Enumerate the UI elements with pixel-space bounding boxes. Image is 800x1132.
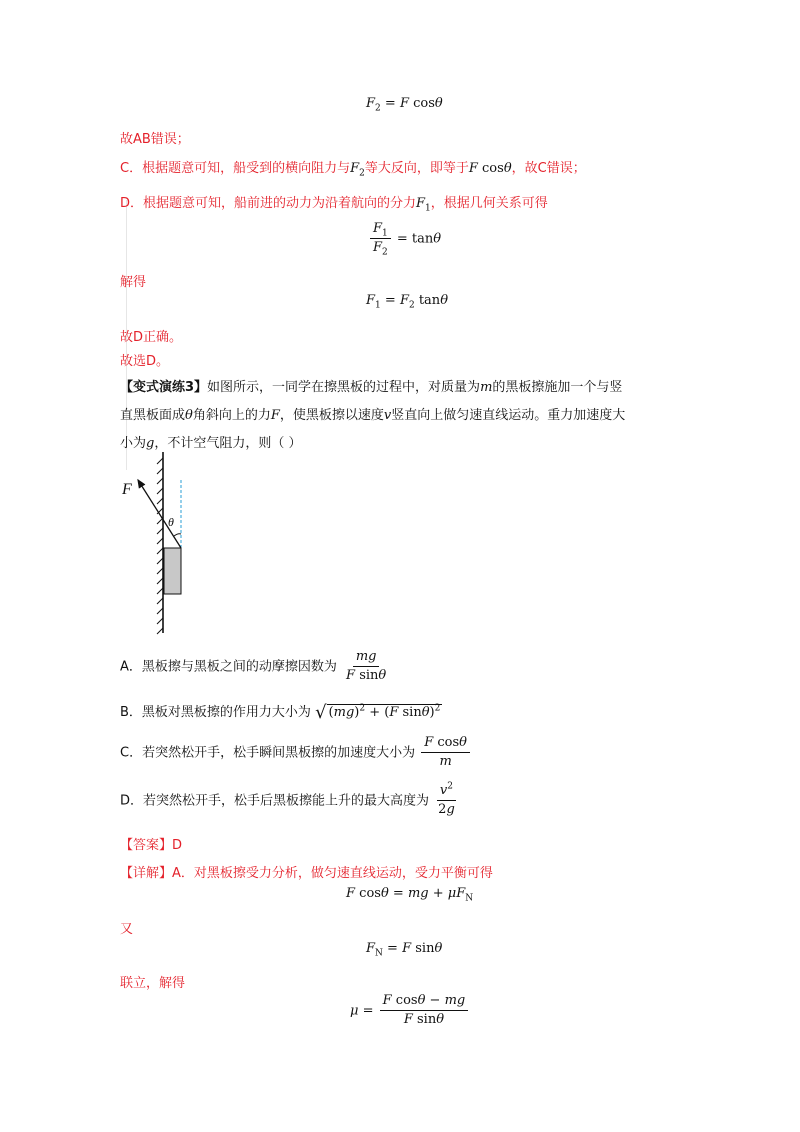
option-a-formula: $\frac{mg}{\text{F sinθ}}$ [346, 649, 387, 684]
equation-balance: F cosθ = mg + $\mu F_N$ [346, 886, 474, 904]
exercise-line-1: 【变式演练3】如图所示，一同学在擦黑板的过程中，对质量为m的黑板擦施加一个与竖 [120, 380, 623, 395]
exercise-line-3: 小为g，不计空气阻力，则（ ） [120, 436, 302, 451]
equation-mu: μ = $\frac{\text{F cosθ − mg}}{\text{F sinθ}}$ [350, 994, 470, 1028]
solve-label-1: 解得 [120, 275, 147, 290]
option-b[interactable]: B．黑板对黑板擦的作用力大小为 √ (mg)$^2$ + (F sinθ)$^2$ [120, 701, 441, 723]
equation-f2: $F_2 = F$ cosθ [366, 96, 443, 114]
eraser-block [164, 548, 181, 594]
exercise-line-2: 直黑板面成θ角斜向上的力F，使黑板擦以速度v竖直向上做匀速直线运动。重力加速度大 [120, 408, 626, 423]
option-d-analysis: D．根据题意可知，船前进的动力为沿着航向的分力$F_1$，根据几何关系可得 [120, 196, 548, 214]
label-theta: θ [168, 515, 174, 529]
conclusion-d: 故D正确。 [120, 330, 183, 345]
answer-line: 【答案】D [120, 838, 183, 853]
angle-arc [174, 534, 181, 536]
option-a[interactable]: A．黑板擦与黑板之间的动摩擦因数为 $\frac{mg}{\text{F sinθ}}$ [120, 650, 391, 684]
option-b-formula: √ (mg)$^2$ + (F sinθ)$^2$ [315, 701, 441, 723]
option-c-formula: $\frac{\text{F cosθ}}{m}$ [421, 736, 470, 770]
wall-hatching [157, 458, 163, 634]
explain-also: 又 [120, 922, 134, 937]
option-c[interactable]: C．若突然松开手，松手瞬间黑板擦的加速度大小为 $\frac{\text{F cosθ}}{m}$ [120, 736, 472, 770]
equation-normal: $F_N = F$ sinθ [366, 941, 443, 959]
force-diagram [118, 450, 198, 640]
explain-line-1: 【详解】A．对黑板擦受力分析，做匀速直线运动，受力平衡可得 [120, 866, 493, 881]
force-arrow [138, 480, 181, 548]
equation-ratio-tan: $\frac{F_1}{F_2}$ = tanθ [368, 222, 441, 256]
equation-f1: $F_1 = F_2$ tanθ [366, 293, 449, 311]
option-d[interactable]: D．若突然松开手，松手后黑板擦能上升的最大高度为 $\frac{v^2}{2g}$ [120, 784, 460, 818]
conclusion-ab: 故AB错误； [120, 132, 190, 147]
choose-d: 故选D。 [120, 354, 170, 369]
label-force-f: F [122, 481, 132, 498]
option-d-formula: $\frac{v^2}{2g}$ [438, 781, 455, 818]
option-c-analysis: C．根据题意可知，船受到的横向阻力与$F_2$等大反向，即等于F cosθ，故C错误； [120, 161, 586, 179]
explain-combine: 联立，解得 [120, 976, 186, 991]
